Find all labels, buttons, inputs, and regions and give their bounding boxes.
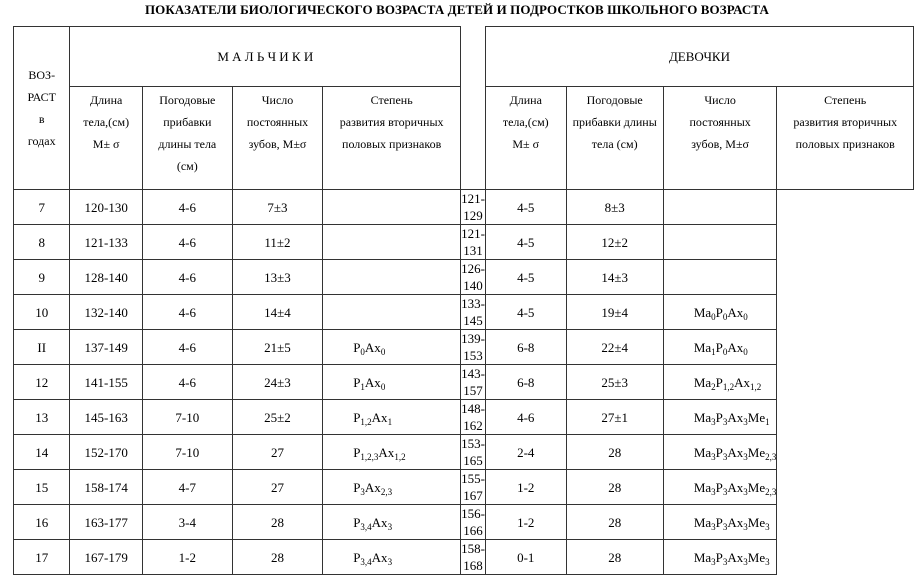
boys-increase-header-line: (см) — [176, 159, 198, 173]
age-header — [14, 27, 70, 190]
girls-sexual-cell: $Ma_3P_3Ax_3Me_{2,3}$ — [663, 435, 777, 470]
girls-sexual-header-line: развития вторичных — [793, 115, 898, 129]
boys-teeth-header-line: постоянных — [246, 115, 309, 129]
boys-length-cell: 167-179 — [70, 540, 142, 575]
boys-teeth-cell: 7±3 — [232, 190, 322, 225]
boys-sexual-cell: $P_{3,4}Ax_3$ — [323, 540, 461, 575]
girls-increase-cell: 4-5 — [485, 190, 566, 225]
girls-increase-cell: 1-2 — [485, 505, 566, 540]
boys-increase-cell: 1-2 — [142, 540, 232, 575]
boys-increase-cell: 7-10 — [142, 400, 232, 435]
girls-teeth-cell: 28 — [566, 470, 663, 505]
girls-length-cell: 153-165 — [461, 436, 485, 468]
girls-teeth-cell: 19±4 — [566, 295, 663, 330]
boys-sexual-cell: $P_3Ax_{2,3}$ — [323, 470, 461, 505]
boys-sexual-header-line: развития вторичных — [339, 115, 444, 129]
boys-length-cell: 120-130 — [70, 190, 142, 225]
girls-length-cell: 155-167 — [461, 471, 485, 503]
age-cell: 10 — [14, 295, 70, 330]
boys-teeth-cell: 21±5 — [232, 330, 322, 365]
boys-sexual-cell: $P_1Ax_0$ — [323, 365, 461, 400]
girls-length-header — [485, 87, 566, 190]
girls-sexual-cell: $Ma_3P_3Ax_3Me_3$ — [663, 540, 777, 575]
girls-increase-header-line: Погодовые — [586, 93, 643, 107]
boys-length-cell: 152-170 — [70, 435, 142, 470]
girls-length-cell: 126-140 — [461, 261, 485, 293]
boys-sexual-cell: $P_{1,2,3}Ax_{1,2}$ — [323, 435, 461, 470]
girls-sexual-cell: $Ma_3P_3Ax_3Me_1$ — [663, 400, 777, 435]
girls-increase-cell: 6-8 — [485, 365, 566, 400]
age-cell: 12 — [14, 365, 70, 400]
boys-increase-header-line: длины тела — [158, 137, 217, 151]
age-cell: 14 — [14, 435, 70, 470]
girls-teeth-cell: 8±3 — [566, 190, 663, 225]
boys-length-cell: 137-149 — [70, 330, 142, 365]
girls-length-cell: 143-157 — [461, 366, 485, 398]
girls-length-header-line: M± σ — [512, 137, 540, 151]
girls-increase-header-line: прибавки длины — [572, 115, 657, 129]
boys-sexual-header-line: Степень — [370, 93, 413, 107]
boys-increase-cell: 4-6 — [142, 260, 232, 295]
boys-teeth-header-line: Число — [261, 93, 294, 107]
age-cell: 9 — [14, 260, 70, 295]
girls-teeth-cell: 25±3 — [566, 365, 663, 400]
girls-teeth-cell: 27±1 — [566, 400, 663, 435]
age-header-line: ВОЗ- — [28, 68, 56, 82]
boys-increase-cell: 4-6 — [142, 190, 232, 225]
girls-sexual-cell: $Ma_2P_{1,2}Ax_{1,2}$ — [663, 365, 777, 400]
girls-teeth-header-line: постоянных — [689, 115, 751, 129]
girls-length-cell: 139-153 — [461, 331, 485, 363]
table-row — [14, 330, 914, 365]
boys-sexual-cell — [323, 260, 461, 295]
boys-sexual-cell: $P_{3,4}Ax_3$ — [323, 505, 461, 540]
age-cell: II — [14, 330, 70, 365]
boys-teeth-header-line: зубов, M±σ — [248, 137, 307, 151]
girls-sexual-cell: $Ma_1P_0Ax_0$ — [663, 330, 777, 365]
girls-teeth-cell: 28 — [566, 505, 663, 540]
table-row — [14, 365, 914, 400]
age-cell: 17 — [14, 540, 70, 575]
girls-increase-cell: 4-6 — [485, 400, 566, 435]
girls-increase-header-line: тела (см) — [591, 137, 638, 151]
girls-sexual-cell: $Ma_3P_3Ax_3Me_{2,3}$ — [663, 470, 777, 505]
girls-length-cell: 148-162 — [461, 401, 485, 433]
girls-increase-header — [566, 87, 663, 190]
age-cell: 15 — [14, 470, 70, 505]
table-row — [14, 400, 914, 435]
girls-sexual-header-line: Степень — [824, 93, 867, 107]
boys-sexual-cell: $P_0Ax_0$ — [323, 330, 461, 365]
girls-sexual-cell — [663, 260, 777, 295]
age-header-line: в — [38, 112, 45, 126]
girls-sexual-cell: $Ma_0P_0Ax_0$ — [663, 295, 777, 330]
girls-teeth-cell: 28 — [566, 435, 663, 470]
boys-increase-cell: 4-6 — [142, 330, 232, 365]
boys-increase-header — [142, 87, 232, 190]
girls-teeth-cell: 14±3 — [566, 260, 663, 295]
girls-increase-cell: 4-5 — [485, 260, 566, 295]
girls-sexual-cell — [663, 190, 777, 225]
boys-length-cell: 121-133 — [70, 225, 142, 260]
girls-increase-cell: 4-5 — [485, 225, 566, 260]
boys-length-header — [70, 87, 142, 190]
page-title: ПОКАЗАТЕЛИ БИОЛОГИЧЕСКОГО ВОЗРАСТА ДЕТЕЙ И ПОДРОСТКОВ ШКОЛЬНОГО ВОЗРАСТА — [144, 2, 770, 17]
boys-teeth-cell: 13±3 — [232, 260, 322, 295]
girls-sexual-header — [777, 87, 914, 190]
boys-increase-cell: 4-6 — [142, 225, 232, 260]
girls-sexual-cell: $Ma_3P_3Ax_3Me_3$ — [663, 505, 777, 540]
boys-teeth-cell: 28 — [232, 505, 322, 540]
boys-sexual-cell — [323, 295, 461, 330]
boys-increase-header-line: прибавки — [163, 115, 212, 129]
girls-teeth-cell: 12±2 — [566, 225, 663, 260]
table-row — [14, 540, 914, 575]
boys-teeth-cell: 14±4 — [232, 295, 322, 330]
girls-increase-cell: 0-1 — [485, 540, 566, 575]
table-row — [14, 435, 914, 470]
table-row — [14, 505, 914, 540]
girls-increase-cell: 4-5 — [485, 295, 566, 330]
girls-length-header-line: Длина — [509, 93, 542, 107]
biological-age-table — [13, 26, 914, 575]
age-cell: 8 — [14, 225, 70, 260]
table-row — [14, 260, 914, 295]
girls-header: ДЕВОЧКИ — [485, 27, 913, 87]
boys-length-header-line: тела,(см) — [83, 115, 130, 129]
boys-length-cell: 145-163 — [70, 400, 142, 435]
girls-sexual-cell — [663, 225, 777, 260]
girls-teeth-header-line: Число — [704, 93, 736, 107]
boys-length-header-line: Длина — [90, 93, 123, 107]
boys-teeth-cell: 24±3 — [232, 365, 322, 400]
age-header-line: годах — [27, 134, 56, 148]
boys-length-cell: 163-177 — [70, 505, 142, 540]
boys-length-cell: 128-140 — [70, 260, 142, 295]
age-header-line: РАСТ — [27, 90, 57, 104]
boys-teeth-cell: 28 — [232, 540, 322, 575]
boys-teeth-cell: 25±2 — [232, 400, 322, 435]
girls-length-cell: 156-166 — [461, 506, 485, 538]
boys-increase-cell: 4-7 — [142, 470, 232, 505]
boys-sexual-cell: $P_{1,2}Ax_1$ — [323, 400, 461, 435]
girls-increase-cell: 6-8 — [485, 330, 566, 365]
boys-sexual-cell — [323, 225, 461, 260]
boys-sexual-cell — [323, 190, 461, 225]
column-divider — [461, 27, 486, 190]
boys-increase-cell: 4-6 — [142, 365, 232, 400]
table-row — [14, 295, 914, 330]
girls-teeth-header — [663, 87, 777, 190]
age-cell: 7 — [14, 190, 70, 225]
girls-teeth-cell: 28 — [566, 540, 663, 575]
boys-increase-cell: 7-10 — [142, 435, 232, 470]
boys-teeth-cell: 11±2 — [232, 225, 322, 260]
boys-length-header-line: M± σ — [92, 137, 120, 151]
boys-increase-header-line: Погодовые — [159, 93, 216, 107]
girls-teeth-cell: 22±4 — [566, 330, 663, 365]
age-cell: 16 — [14, 505, 70, 540]
table-row — [14, 225, 914, 260]
boys-length-cell: 141-155 — [70, 365, 142, 400]
boys-sexual-header — [323, 87, 461, 190]
boys-increase-cell: 4-6 — [142, 295, 232, 330]
boys-increase-cell: 3-4 — [142, 505, 232, 540]
girls-length-cell: 121-131 — [461, 226, 485, 258]
girls-length-cell: 158-168 — [461, 541, 485, 573]
girls-sexual-header-line: половых признаков — [795, 137, 895, 151]
girls-increase-cell: 1-2 — [485, 470, 566, 505]
girls-length-header-line: тела,(см) — [502, 115, 549, 129]
girls-length-cell: 133-145 — [461, 296, 485, 328]
girls-increase-cell: 2-4 — [485, 435, 566, 470]
age-cell: 13 — [14, 400, 70, 435]
boys-teeth-cell: 27 — [232, 435, 322, 470]
boys-length-cell: 132-140 — [70, 295, 142, 330]
table-row — [14, 470, 914, 505]
girls-length-cell: 121-129 — [461, 191, 485, 223]
boys-length-cell: 158-174 — [70, 470, 142, 505]
girls-teeth-header-line: зубов, M±σ — [691, 137, 750, 151]
boys-teeth-header — [232, 87, 322, 190]
boys-header: М А Л Ь Ч И К И — [70, 27, 461, 87]
boys-teeth-cell: 27 — [232, 470, 322, 505]
boys-sexual-header-line: половых признаков — [342, 137, 442, 151]
table-row — [14, 190, 914, 225]
